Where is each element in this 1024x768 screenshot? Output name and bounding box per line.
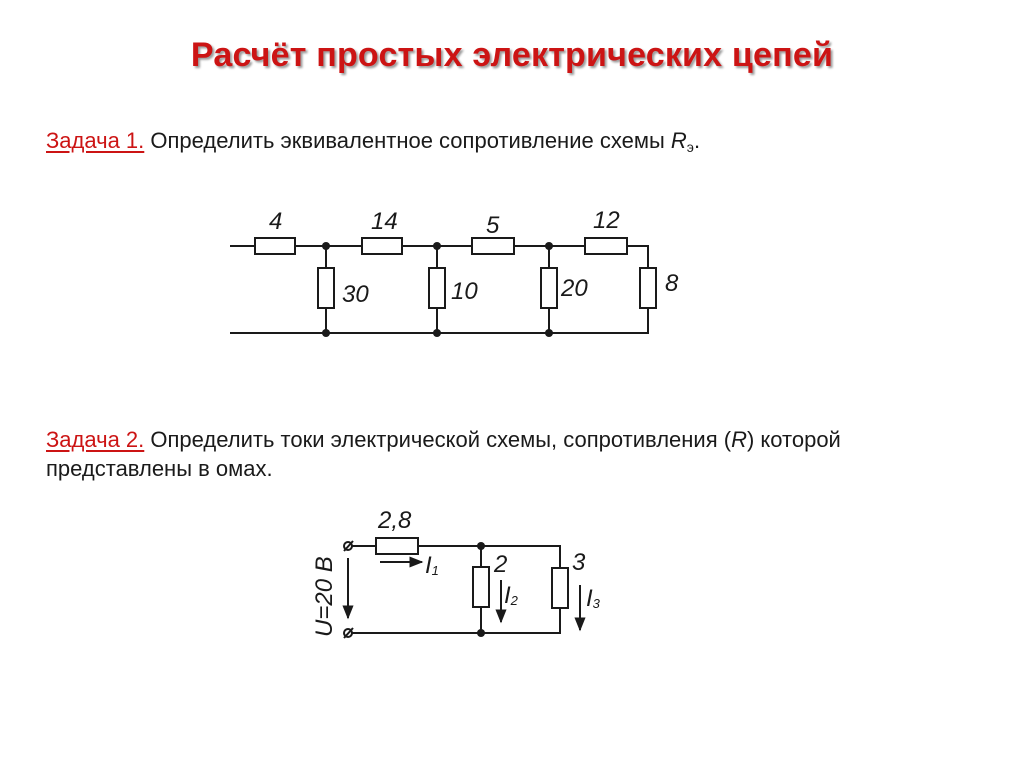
junction-dot [433, 329, 441, 337]
current-label-2 [504, 582, 519, 609]
resistor-label: 5 [486, 212, 500, 239]
slide-title: Расчёт простых электрических цепей [190, 36, 834, 74]
task-2-label: Задача 2. [46, 427, 145, 452]
resistor-30 [318, 268, 334, 308]
junction-dot [545, 329, 553, 337]
current-subscript: 1 [431, 563, 439, 578]
resistor-2-8 [376, 538, 418, 554]
resistor-3 [552, 568, 568, 608]
resistor-label: 8 [665, 270, 679, 297]
resistor-label: 10 [451, 278, 478, 305]
resistor-label: 12 [593, 207, 620, 234]
task-1-label: Задача 1. [46, 128, 145, 153]
resistor-5 [472, 238, 514, 254]
source-voltage-label: U=20 B [311, 556, 338, 637]
resistor-12 [585, 238, 627, 254]
resistor-label: 20 [561, 275, 588, 302]
junction-dot [433, 242, 441, 250]
task-1-symbol: R [670, 128, 687, 153]
resistor-20 [541, 268, 557, 308]
task-1-symbol-subscript: э [686, 139, 694, 155]
current-symbol: I [504, 582, 511, 609]
junction-dot [322, 329, 330, 337]
junction-dot [477, 542, 485, 550]
parallel-circuit [344, 538, 580, 638]
junction-dot [477, 629, 485, 637]
task-1-end: . [693, 128, 701, 153]
current-symbol: I [586, 585, 593, 612]
resistor-label: 2,8 [378, 507, 412, 534]
current-symbol: I [425, 552, 432, 579]
bottom-wire [230, 308, 648, 333]
current-label-3 [586, 585, 601, 612]
resistor-label: 14 [371, 208, 398, 235]
current-subscript: 3 [592, 596, 600, 611]
junction-dot [322, 242, 330, 250]
resistor-14 [362, 238, 402, 254]
resistor-label: 3 [572, 549, 586, 576]
current-subscript: 2 [510, 593, 518, 608]
resistor-2 [473, 567, 489, 607]
resistor-8 [640, 268, 656, 308]
task-1-text: Определить эквивалентное сопротивление схемы [144, 128, 671, 153]
current-label-1 [425, 552, 439, 579]
task-2-text-after: ) которой представлены в омах. [46, 427, 841, 481]
resistor-4 [255, 238, 295, 254]
resistor-label: 2 [494, 551, 508, 578]
junction-dot [545, 242, 553, 250]
resistor-10 [429, 268, 445, 308]
ladder-circuit [230, 238, 656, 333]
task-2-symbol: R [731, 427, 747, 452]
resistor-label: 30 [342, 281, 369, 308]
resistor-label: 4 [269, 208, 283, 235]
bottom-wire [349, 608, 560, 633]
task-2-text-before: Определить токи электрической схемы, сопротивления ( [144, 427, 732, 452]
